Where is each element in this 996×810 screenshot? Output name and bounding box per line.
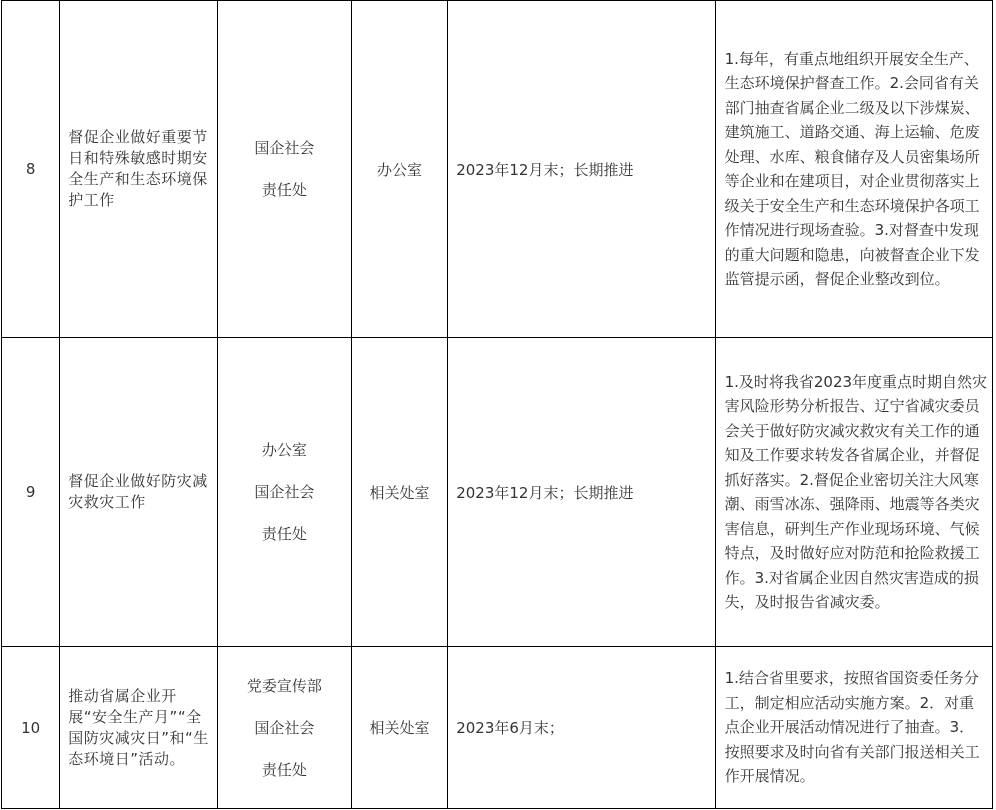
cooperating-department: 相关处室 <box>351 647 447 809</box>
lead-unit <box>218 1 352 338</box>
task-description: 督促企业做好重要节日和特殊敏感时期安全生产和生态环境保护工作 <box>60 1 218 338</box>
task-table <box>1 0 993 809</box>
lead-unit <box>218 647 352 809</box>
lead-unit-line: 责任处 <box>261 181 307 199</box>
table-row <box>2 647 993 809</box>
lead-unit-line: 责任处 <box>261 760 307 779</box>
cooperating-department: 办公室 <box>351 1 447 338</box>
completion-time: 2023年12月末；长期推进 <box>448 338 715 647</box>
table-row <box>2 338 993 647</box>
lead-unit-line: 党委宣传部 <box>246 676 322 695</box>
cooperating-department: 相关处室 <box>351 338 447 647</box>
row-number: 8 <box>2 1 60 338</box>
lead-unit-line: 责任处 <box>261 525 307 543</box>
work-measures: 1.及时将我省2023年度重点时期自然灾害风险形势分析报告、辽宁省减灾委员会关于做好防灾减灾救灾有关工作的通知及工作要求转发各省属企业，并督促抓好落实。2.督促企业密切关注大风寒潮、雨雪冰冻、强降雨、地震等各类灾害信息，研判生产作业现场环境、气候特点，及时做好应对防范和抢险救援工作。3.对省属企业因自然灾害造成的损失，及时报告省减灾委。 <box>715 338 992 647</box>
completion-time: 2023年12月末；长期推进 <box>448 1 715 338</box>
work-measures: 1.每年，有重点地组织开展安全生产、生态环境保护督查工作。2.会同省有关部门抽查省属企业二级及以下涉煤炭、建筑施工、道路交通、海上运输、危废处理、水库、粮食储存及人员密集场所等企业和在建项目，对企业贯彻落实上级关于安全生产和生态环境保护各项工作情况进行现场查验。3.对督查中发现的重大问题和隐患，向被督查企业下发监管提示函，督促企业整改到位。 <box>715 1 992 338</box>
lead-unit-line: 国企社会 <box>254 718 315 737</box>
task-description: 督促企业做好防灾减灾救灾工作 <box>60 338 218 647</box>
lead-unit-line: 国企社会 <box>254 139 315 157</box>
lead-unit-line: 国企社会 <box>254 483 315 501</box>
table-row <box>2 1 993 338</box>
lead-unit <box>218 338 352 647</box>
lead-unit-line: 办公室 <box>261 441 307 459</box>
completion-time: 2023年6月末； <box>448 647 715 809</box>
row-number: 10 <box>2 647 60 809</box>
work-measures: 1.结合省里要求，按照省国资委任务分工，制定相应活动实施方案。2．对重点企业开展活动情况进行了抽查。3．按照要求及时向省有关部门报送相关工作开展情况。 <box>715 647 992 809</box>
task-description: 推动省属企业开展“安全生产月”“全国防灾减灾日”和“生态环境日”活动。 <box>60 647 218 809</box>
row-number: 9 <box>2 338 60 647</box>
